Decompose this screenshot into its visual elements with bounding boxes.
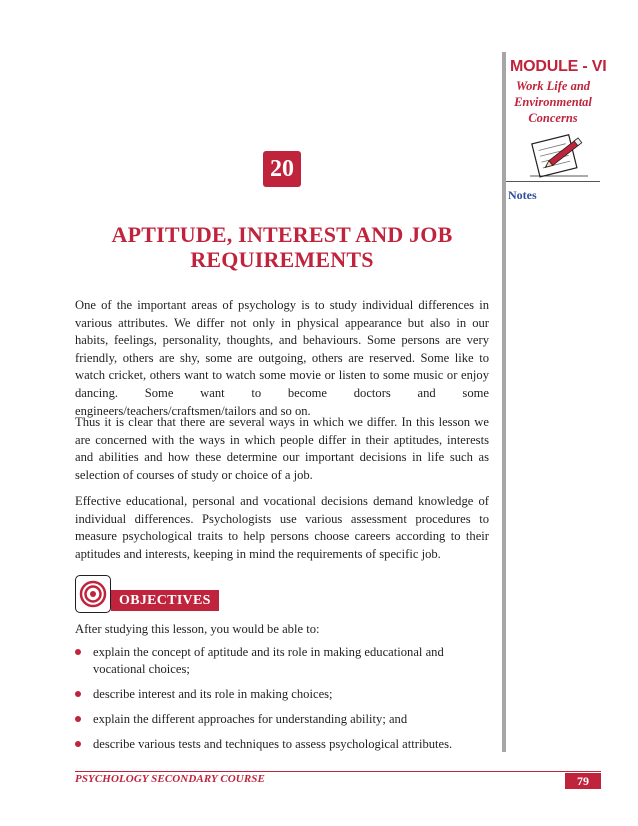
objectives-list <box>75 644 489 761</box>
list-item: describe interest and its role in making choices; <box>75 686 489 703</box>
chapter-title <box>75 222 489 272</box>
bullet-icon <box>75 649 81 655</box>
module-subtitle <box>508 78 598 126</box>
chapter-title-line: APTITUDE, INTEREST AND JOB <box>111 222 453 247</box>
module-subtitle-line: Concerns <box>528 111 578 125</box>
notepad-pencil-icon <box>528 132 590 180</box>
chapter-title-line: REQUIREMENTS <box>190 247 374 272</box>
list-item: describe various tests and techniques to assess psychological attributes. <box>75 736 489 753</box>
objectives-heading: OBJECTIVES <box>111 590 219 611</box>
footer-course-title: PSYCHOLOGY SECONDARY COURSE <box>75 773 265 785</box>
chapter-number-badge: 20 <box>263 151 301 187</box>
list-item: explain the different approaches for understanding ability; and <box>75 711 489 728</box>
objectives-intro: After studying this lesson, you would be able to: <box>75 622 320 636</box>
body-paragraph: Thus it is clear that there are several ways in which we differ. In this lesson we are concerned with the ways in which people differ in their aptitudes, interests and abilities and how these determine our important decisions in life such as selection of courses of study or choice of a job. <box>75 415 489 482</box>
module-subtitle-line: Environmental <box>514 95 592 109</box>
notes-divider <box>506 181 600 182</box>
page-number: 79 <box>565 773 601 789</box>
module-subtitle-line: Work Life and <box>515 79 591 93</box>
target-icon <box>75 575 111 613</box>
list-item: explain the concept of aptitude and its role in making educational and vocational choices; <box>75 644 489 678</box>
bullet-icon <box>75 741 81 747</box>
body-paragraph: One of the important areas of psychology is to study individual differences in various attributes. We differ not only in physical appearance but also in our habits, feelings, personality, thoughts, and behaviours. Some persons are very friendly, others are shy, some are outgoing, others are reserved. Some like to watch cricket, others want to watch some movie or listen to some music or enjoy dancing. Some want to become doctors and some engineers/teachers/craftsmen/tailors and so on. <box>75 298 489 418</box>
bullet-icon <box>75 691 81 697</box>
body-paragraph: Effective educational, personal and vocational decisions demand knowledge of individual differences. Psychologists use various assessment procedures to measure psychological traits to help persons choose careers according to their aptitudes and interests, keeping in mind the requirements of specific job. <box>75 494 489 561</box>
module-label: MODULE - VI <box>510 58 607 75</box>
footer-divider <box>75 771 601 772</box>
margin-divider <box>502 52 506 752</box>
notes-label: Notes <box>508 188 537 202</box>
bullet-icon <box>75 716 81 722</box>
